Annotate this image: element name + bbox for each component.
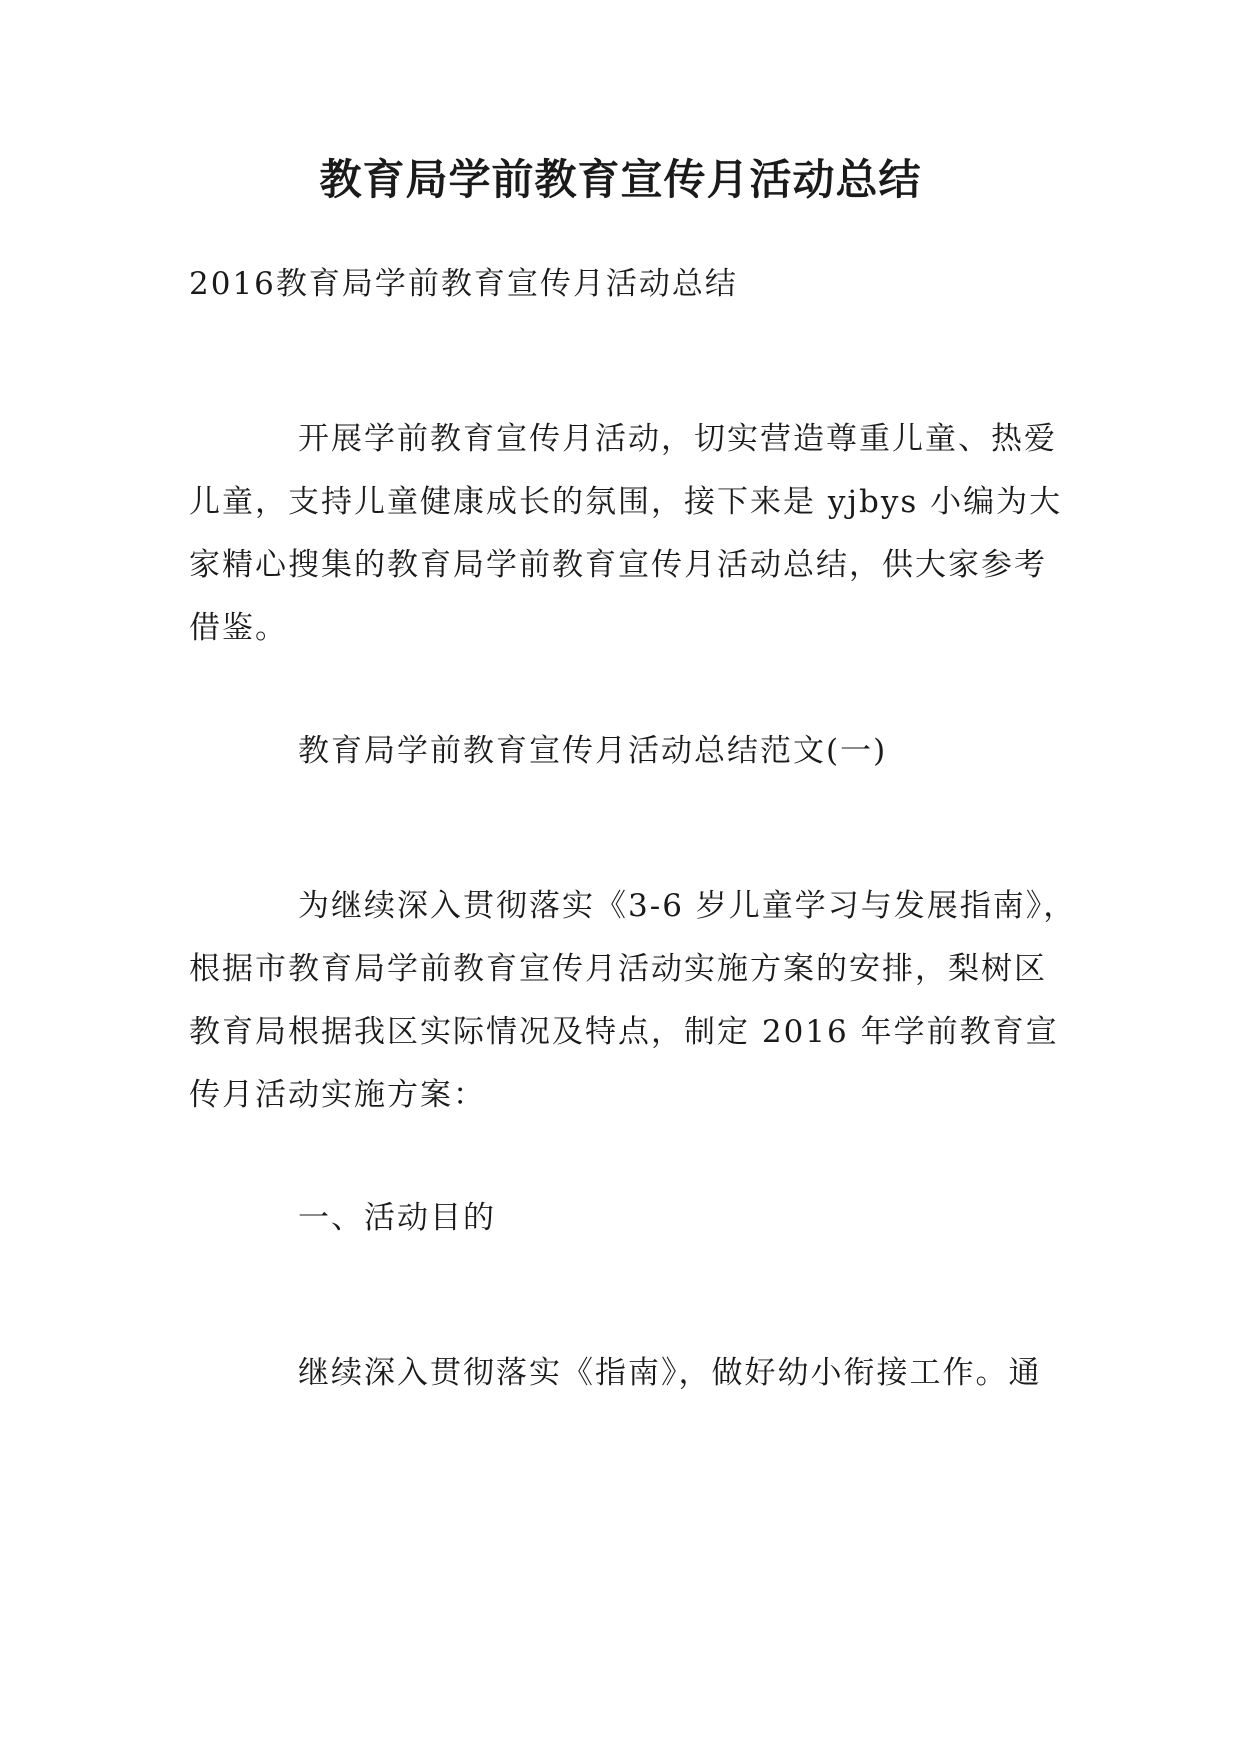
section-heading: 教育局学前教育宣传月活动总结范文(一) [298,733,888,769]
body-paragraph-1 [189,875,1077,1127]
paragraph-line: 教育局根据我区实际情况及特点，制定 2016 年学前教育宣 [189,1014,1059,1050]
document-title: 教育局学前教育宣传月活动总结 [319,155,922,204]
subheading-purpose: 一、活动目的 [298,1200,496,1236]
paragraph-line: 传月活动实施方案： [189,1077,486,1113]
paragraph-line: 开展学前教育宣传月活动，切实营造尊重儿童、热爱 [298,421,1057,457]
intro-paragraph [189,408,1069,660]
paragraph-line: 继续深入贯彻落实《指南》，做好幼小衔接工作。通 [298,1355,1042,1391]
paragraph-line: 儿童，支持儿童健康成长的氛围，接下来是 yjbys 小编为大 [189,484,1063,520]
paragraph-line: 家精心搜集的教育局学前教育宣传月活动总结，供大家参考 [189,547,1047,583]
paragraph-line: 根据市教育局学前教育宣传月活动实施方案的安排，梨树区 [189,951,1047,987]
body-paragraph-2 [189,1342,1069,1405]
paragraph-line: 为继续深入贯彻落实《3-6 岁儿童学习与发展指南》， [298,888,1077,924]
paragraph-line: 借鉴。 [189,610,288,646]
document-subtitle: 2016教育局学前教育宣传月活动总结 [189,266,738,302]
